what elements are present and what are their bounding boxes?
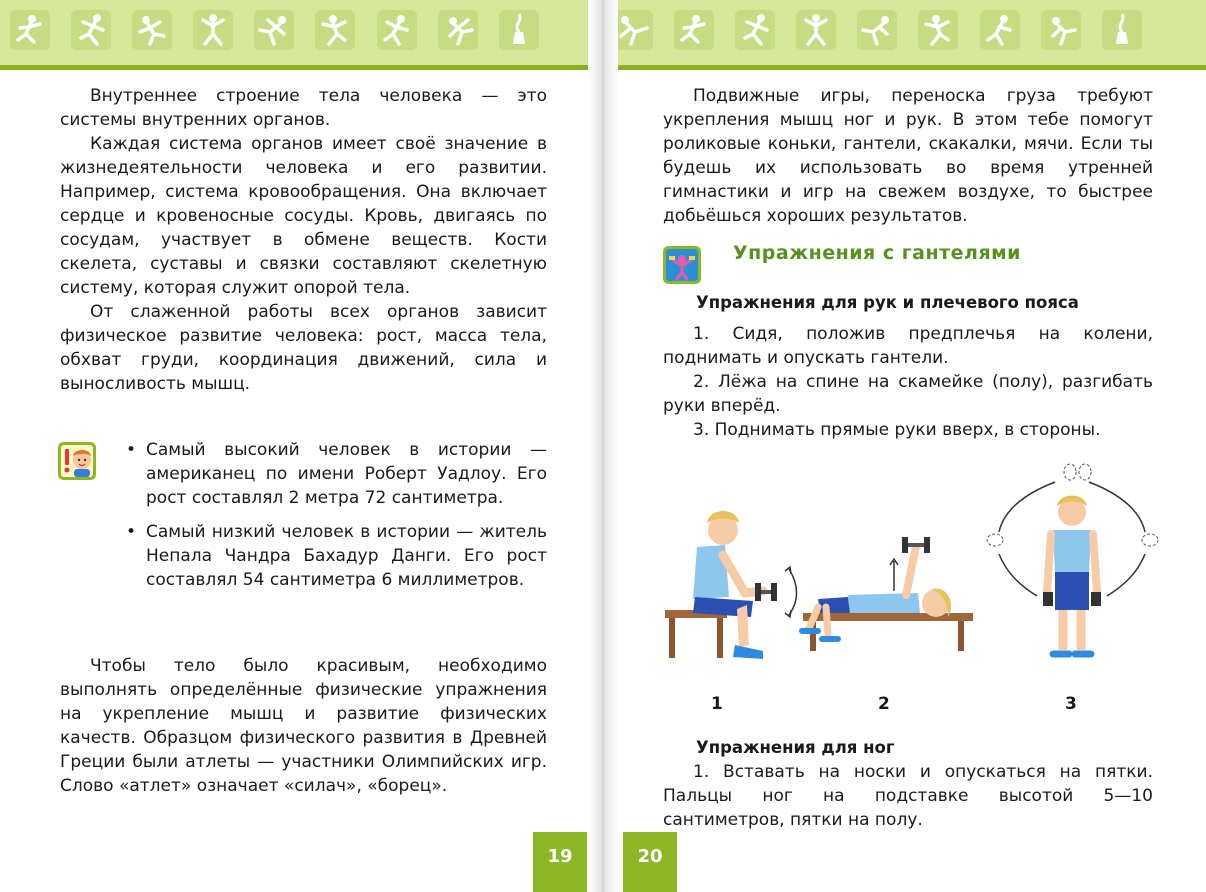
bullet: • [126,440,137,460]
exercise-figure-3 [985,462,1160,677]
sport-figure-icon [613,10,653,50]
sport-figure-icon [10,10,50,50]
figure-label: 3 [1065,694,1077,714]
arms-subheading: Упражнения для рук и плечевого пояса [696,293,1079,312]
right-page [603,0,1206,892]
paragraph: Внутреннее строение тела человека — это системы внутренних органов. [60,86,547,130]
exercise-item: 1. Вставать на носки и опускаться на пятки. Пальцы ног на подставке высотой 5—10 сантиметров, пятки на полу. [663,762,1153,830]
fact-text: Самый низкий человек в истории — житель Непала Чандра Бахадур Данги. Его рост составлял 54 сантиметра 6 миллиметров. [146,522,547,590]
exercise-item: 3. Поднимать прямые руки вверх, в стороны. [693,420,1101,440]
exercise-item: 2. Лёжа на спине на скамейке (полу), разгибать руки вперёд. [663,372,1153,416]
bullet: • [126,522,137,542]
sport-figure-icon [254,10,294,50]
dumbbell-figure-icon [663,246,701,284]
section-heading: Упражнения с гантелями [733,242,1021,264]
left-header-band [0,0,603,70]
exercise-figure-1 [663,505,808,675]
sport-figure-icon [674,10,714,50]
closing-text-block [60,654,547,798]
sport-figure-icon [1041,10,1081,50]
sport-figure-icon [857,10,897,50]
arms-exercises [663,322,1153,442]
book-spine-shadow [588,0,618,892]
sport-figure-icon [71,10,111,50]
paragraph: Каждая система органов имеет своё значение в жизнедеятельности человека и его развитии. Например, система кровообращения. Она включает сердце и кровеносные сосуды. Кровь, двигаясь по сосудам, участвует в обмене веществ. Кости скелета, суставы и связки составляют скелетную систему, которая служит опорой тела. [60,134,547,298]
sport-figure-icon [735,10,775,50]
list-item [124,438,547,510]
sport-figure-icon [918,10,958,50]
paragraph: Чтобы тело было красивым, необходимо выполнять определённые физические упражнения на укрепление мышц и развитие физических качеств. Образцом физического развития в Древней Греции были атлеты — участники Олимпийских игр. Слово «атлет» означает «силач», «борец». [60,656,547,796]
sport-figure-icon [796,10,836,50]
sport-figure-icon [438,10,478,50]
fact-text: Самый высокий человек в истории — американец по имени Роберт Уадлоу. Его рост составлял 2 метра 72 сантиметра. [146,440,547,508]
facts-list [124,438,547,602]
sport-figures-strip [613,10,1158,50]
exercise-figure-2 [798,535,983,675]
paragraph: От слаженной работы всех органов зависит физическое развитие человека: рост, масса тела, обхват груди, координация движений, сила и выносливость мышц. [60,302,547,394]
page-number: 19 [533,832,587,892]
sport-figure-icon [377,10,417,50]
paragraph: Подвижные игры, переноска груза требуют укрепления мышц ног и рук. В этом тебе помогут роликовые коньки, гантели, скакалки, мячи. Если ты будешь их использовать во время утренней гимнастики и игр на свежем воздухе, то быстрее добьёшься хороших результатов. [663,86,1153,226]
sport-figure-icon [499,10,539,50]
legs-exercises [663,760,1153,832]
sport-figures-strip [10,10,555,50]
sport-figure-icon [193,10,233,50]
exercise-item: 1. Сидя, положив предплечья на колени, поднимать и опускать гантели. [663,324,1153,368]
exclamation-kid-icon [58,442,96,480]
left-text-block [60,84,547,396]
legs-subheading: Упражнения для ног [696,738,895,757]
sport-figure-icon [315,10,355,50]
sport-figure-icon [1102,10,1142,50]
figure-label: 1 [711,694,723,714]
sport-figure-icon [132,10,172,50]
list-item [124,520,547,592]
page-number: 20 [623,832,677,892]
intro-text-block [663,84,1153,228]
sport-figure-icon [980,10,1020,50]
right-header-band [603,0,1206,70]
figure-label: 2 [878,694,890,714]
